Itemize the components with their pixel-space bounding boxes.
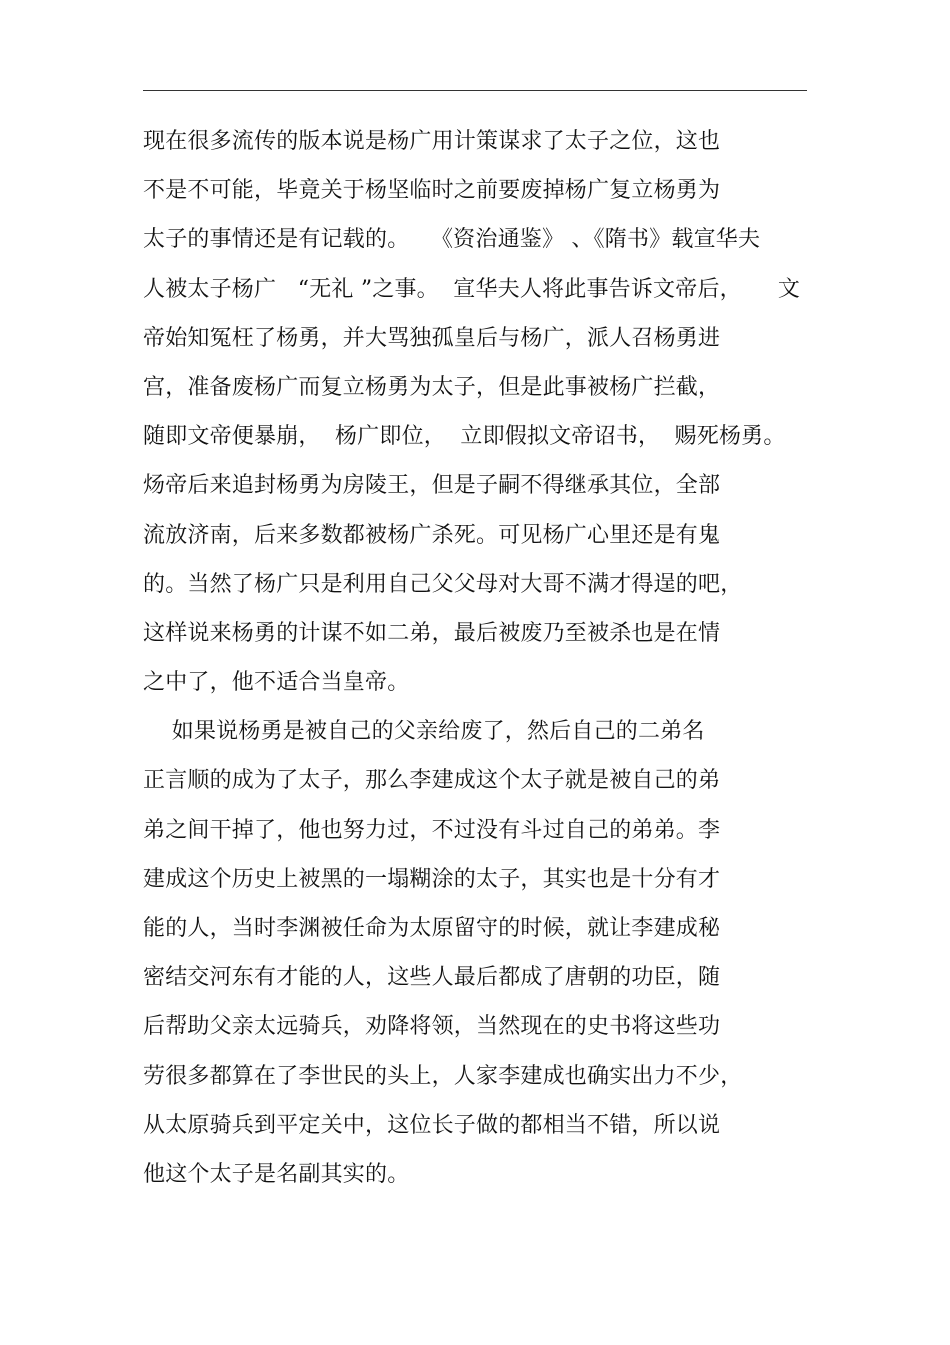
text-line: 人被太子杨广 “无礼 ”之事。 宣华夫人将此事告诉文帝后， 文 <box>143 276 801 302</box>
text-line: 劳很多都算在了李世民的头上，人家李建成也确实出力不少， <box>143 1063 743 1089</box>
text-line: 炀帝后来追封杨勇为房陵王，但是子嗣不得继承其位，全部 <box>143 473 721 499</box>
text-line: 不是不可能，毕竟关于杨坚临时之前要废掉杨广复立杨勇为 <box>143 178 721 204</box>
text-line: 能的人，当时李渊被任命为太原留守的时候，就让李建成秘 <box>143 916 721 941</box>
text-line: 弟之间干掉了，他也努力过，不过没有斗过自己的弟弟。李 <box>143 817 721 843</box>
text-line: 之中了，他不适合当皇帝。 <box>143 670 410 696</box>
text-line: 太子的事情还是有记载的。 《资治通鉴》 、《隋书》载宣华夫 <box>143 227 761 253</box>
text-line: 建成这个历史上被黑的一塌糊涂的太子，其实也是十分有才 <box>143 866 721 892</box>
text-line: 帝始知冤枉了杨勇，并大骂独孤皇后与杨广，派人召杨勇进 <box>143 325 721 351</box>
header-rule <box>143 90 807 91</box>
text-line: 这样说来杨勇的计谋不如二弟，最后被废乃至被杀也是在情 <box>143 620 721 646</box>
text-line: 的。当然了杨广只是利用自己父父母对大哥不满才得逞的吧， <box>143 571 743 597</box>
text-line: 如果说杨勇是被自己的父亲给废了，然后自己的二弟名 <box>143 719 705 745</box>
text-line: 他这个太子是名副其实的。 <box>143 1161 410 1187</box>
text-line: 从太原骑兵到平定关中，这位长子做的都相当不错，所以说 <box>143 1112 721 1138</box>
text-line: 随即文帝便暴崩， 杨广即位， 立即假拟文帝诏书， 赐死杨勇。 <box>143 424 786 450</box>
text-line: 现在很多流传的版本说是杨广用计策谋求了太子之位，这也 <box>143 129 721 154</box>
text-line: 正言顺的成为了太子，那么李建成这个太子就是被自己的弟 <box>143 768 721 794</box>
text-line: 流放济南，后来多数都被杨广杀死。可见杨广心里还是有鬼 <box>143 522 721 548</box>
document-body <box>143 122 813 1204</box>
text-line: 后帮助父亲太远骑兵，劝降将领，当然现在的史书将这些功 <box>143 1014 721 1040</box>
text-line: 宫，准备废杨广而复立杨勇为太子，但是此事被杨广拦截， <box>143 374 721 400</box>
text-line: 密结交河东有才能的人，这些人最后都成了唐朝的功臣，随 <box>143 965 721 991</box>
